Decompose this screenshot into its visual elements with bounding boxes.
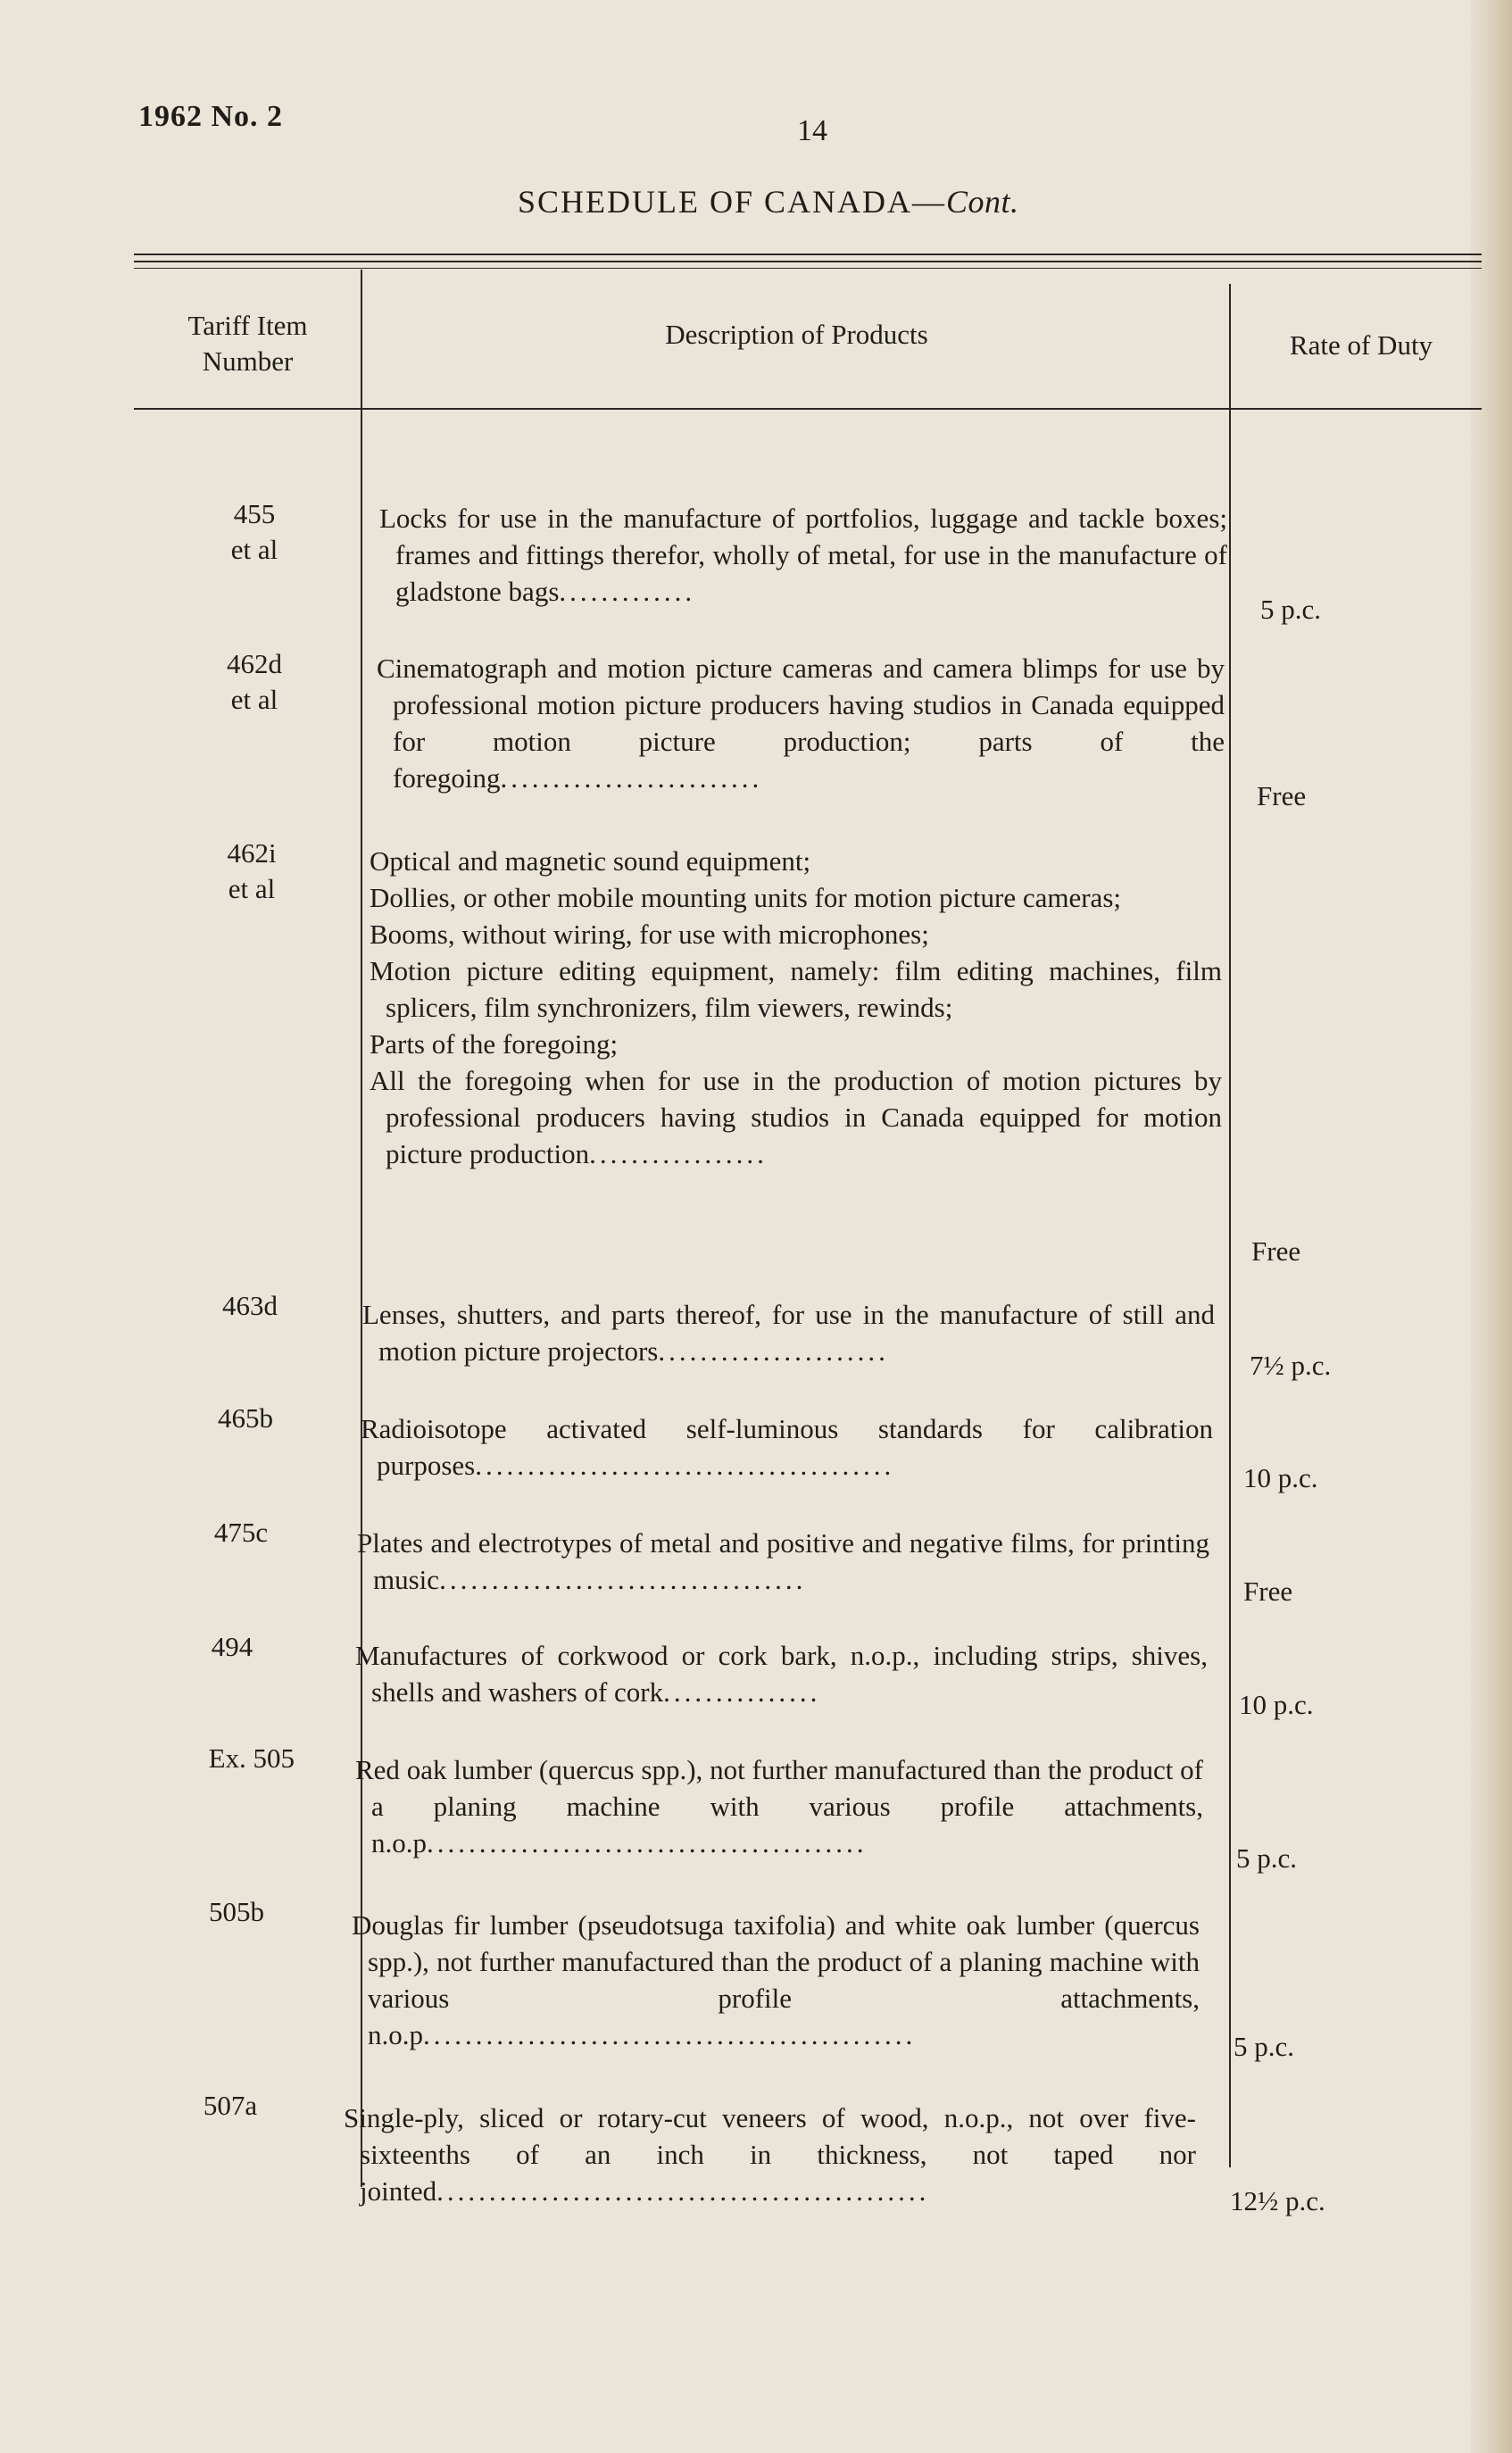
tariff-item-475c: 475c: [213, 1517, 269, 1548]
description-paragraph: Motion picture editing equipment, namely: film editing machines, film splicers, film synchronizers, film viewers, rewinds;: [370, 955, 1222, 1023]
description-paragraph: All the foregoing when for use in the production of motion pictures by professional producers having studios in Canada equipped for motion picture production.................: [370, 1065, 1222, 1169]
top-rule-3: [134, 268, 1482, 269]
description-paragraph: Radioisotope activated self-luminous standards for calibration purposes........................................: [361, 1413, 1213, 1481]
description-paragraph: Parts of the foregoing;: [370, 1028, 619, 1060]
tariff-item-462d: 462d et al: [227, 648, 282, 715]
tariff-item-507a: 507a: [203, 2090, 258, 2121]
rate-494: 10 p.c.: [1239, 1689, 1314, 1720]
description-paragraph: Douglas fir lumber (pseudotsuga taxifolia) and white oak lumber (quercus spp.), not further manufactured than the product of a planing machine with various profile attachments, n.o.p...............................................: [352, 1909, 1200, 2050]
description-475c: [357, 1525, 1209, 1598]
column-divider-right: [1229, 284, 1231, 2167]
column-divider-left: [361, 270, 362, 2187]
description-463d: [362, 1296, 1215, 1369]
rate-ex-505: 5 p.c.: [1236, 1842, 1298, 1874]
tariff-item-455: 455 et al: [230, 498, 278, 565]
rate-505b: 5 p.c.: [1234, 2031, 1295, 2062]
title-italic: Cont.: [946, 184, 1019, 220]
description-paragraph: Single-ply, sliced or rotary-cut veneers of wood, n.o.p., not over five-sixteenths of an inch in thickness, not taped nor jointed...............................................: [344, 2102, 1196, 2207]
description-paragraph: Manufactures of corkwood or cork bark, n.o.p., including strips, shives, shells and washers of cork...............: [355, 1640, 1208, 1708]
description-462d: [377, 650, 1225, 796]
column-heading-description: Description of Products: [665, 319, 928, 350]
description-paragraph: Dollies, or other mobile mounting units for motion picture cameras;: [370, 882, 1121, 913]
description-paragraph: Plates and electrotypes of metal and positive and negative films, for printing music...................................: [357, 1527, 1209, 1595]
column-heading-item-number-line1: Tariff Item: [187, 310, 308, 341]
column-heading-item-number: [143, 308, 353, 379]
description-462i: [370, 843, 1222, 1172]
description-paragraph: Red oak lumber (quercus spp.), not further manufactured than the product of a planing machine with various profile attachments, n.o.p..........................................: [355, 1754, 1203, 1858]
tariff-item-505b: 505b: [209, 1896, 264, 1927]
description-507a: [344, 2100, 1196, 2209]
top-rule-2: [134, 261, 1482, 262]
page-title: [518, 183, 1019, 220]
column-heading-rate: Rate of Duty: [1289, 329, 1433, 361]
description-paragraph: Lenses, shutters, and parts thereof, for use in the manufacture of still and motion picture projectors......................: [362, 1299, 1215, 1367]
description-paragraph: Cinematograph and motion picture cameras and camera blimps for use by professional motion picture producers having studios in Canada equipped for motion picture production; parts of the foregoing.........................: [377, 653, 1225, 794]
rate-475c: Free: [1243, 1576, 1293, 1607]
description-ex-505: [355, 1751, 1203, 1861]
title-main: SCHEDULE OF CANADA—: [518, 184, 947, 220]
page-number: 14: [797, 114, 827, 147]
tariff-item-494: 494: [211, 1631, 253, 1662]
description-455: [379, 500, 1227, 610]
year-and-number: 1962 No. 2: [138, 100, 284, 133]
column-heading-item-number-line2: Number: [202, 345, 294, 377]
description-465b: [361, 1410, 1213, 1484]
description-494: [355, 1637, 1208, 1710]
rate-507a: 12½ p.c.: [1230, 2185, 1325, 2216]
tariff-item-462i: 462i et al: [227, 837, 277, 904]
page-edge-shadow: [1471, 0, 1512, 2453]
rate-462d: Free: [1257, 780, 1307, 811]
tariff-item-463d: 463d: [222, 1290, 278, 1321]
top-rule-1: [134, 254, 1482, 255]
tariff-item-ex-505: Ex. 505: [208, 1742, 295, 1774]
description-505b: [352, 1907, 1200, 2053]
description-paragraph: Locks for use in the manufacture of portfolios, luggage and tackle boxes; frames and fittings therefor, wholly of metal, for use in the manufacture of gladstone bags.............: [379, 503, 1227, 607]
description-paragraph: Booms, without wiring, for use with microphones;: [370, 919, 929, 950]
tariff-item-465b: 465b: [218, 1402, 273, 1434]
rate-465b: 10 p.c.: [1243, 1462, 1318, 1493]
rate-463d: 7½ p.c.: [1250, 1350, 1332, 1381]
description-paragraph: Optical and magnetic sound equipment;: [370, 845, 811, 877]
rate-455: 5 p.c.: [1260, 594, 1322, 625]
rate-462i: Free: [1251, 1235, 1301, 1267]
header-bottom-rule: [134, 408, 1482, 410]
